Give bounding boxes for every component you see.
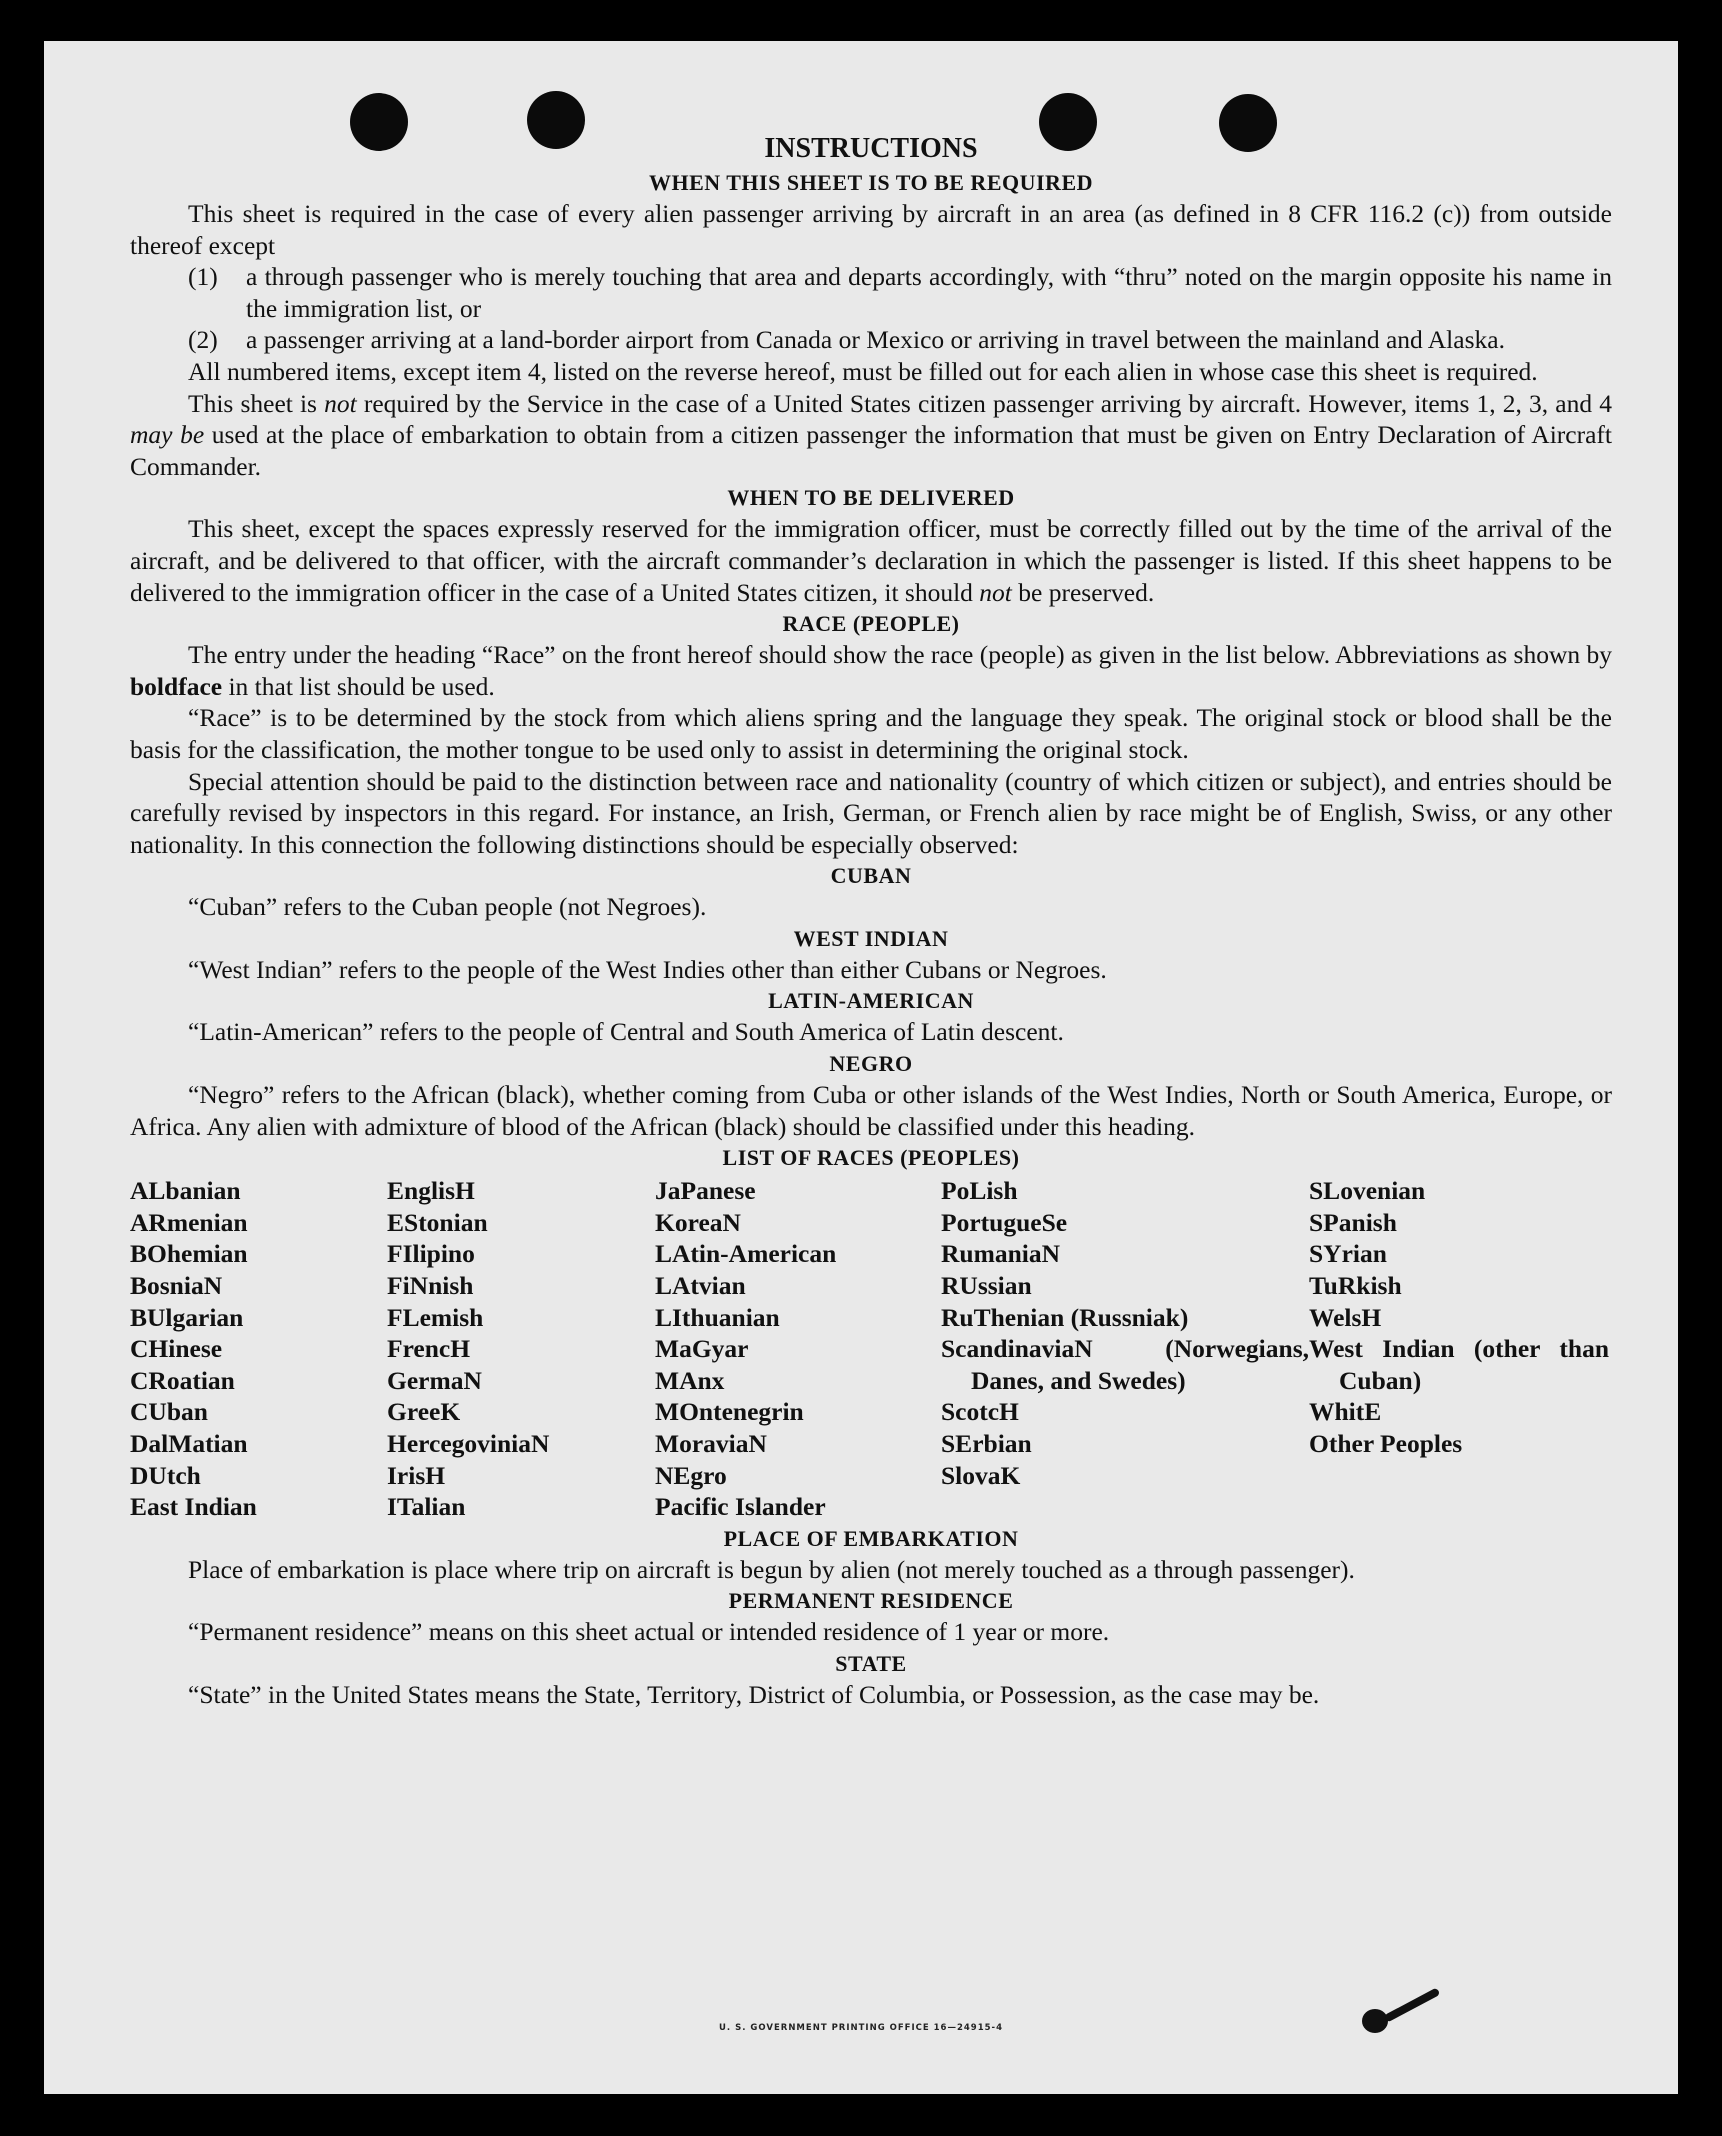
race-entry: MAnx (655, 1365, 725, 1395)
race-entry: DUtch (130, 1460, 201, 1490)
list-item (130, 261, 1612, 324)
race-entry: Pacific Islander (655, 1492, 826, 1522)
race-entry: SPanish (1309, 1207, 1397, 1237)
race-entry: DalMatian (130, 1429, 248, 1458)
race-entry: PoLish (941, 1176, 1018, 1206)
section-heading: WHEN TO BE DELIVERED (727, 485, 1015, 511)
race-entry: KoreaN (655, 1207, 741, 1237)
race-entry: RUssian (941, 1271, 1032, 1301)
races-column (655, 1175, 941, 1523)
race-entry: MaGyar (655, 1334, 749, 1364)
text-run: be preserved. (1011, 577, 1155, 607)
races-column (130, 1175, 387, 1523)
emphasis: may be (130, 420, 205, 450)
race-entry: CRoatian (130, 1365, 235, 1395)
paragraph: “State” in the United States means the State, Territory, District of Columbia, or Possession, as the case may be. (188, 1679, 1320, 1709)
list-item (130, 324, 1612, 356)
race-entry: EnglisH (387, 1176, 475, 1206)
race-entry: West Indian (other than Cuban) (1309, 1334, 1609, 1395)
paragraph: Special attention should be paid to the distinction between race and nationality (country of which citizen or subject), and entries should be carefully revised by inspectors in this regard. For instance, an Irish, German, or French alien by race might be of English, Swiss, or any other nationality. In this connection the following distinctions should be especially observed: (130, 766, 1612, 859)
race-entry: ALbanian (130, 1176, 241, 1206)
race-entry: GermaN (387, 1365, 482, 1395)
race-entry: TuRkish (1309, 1271, 1402, 1301)
race-entry: IrisH (387, 1460, 446, 1490)
emphasis: not (979, 577, 1012, 607)
paragraph: “Cuban” refers to the Cuban people (not Negroes). (188, 892, 707, 922)
race-entry: SYrian (1309, 1239, 1387, 1269)
item-text: a passenger arriving at a land-border airport from Canada or Mexico or arriving in travel between the mainland and Alaska. (246, 325, 1505, 355)
race-entry: GreeK (387, 1397, 461, 1427)
race-entry: HercegoviniaN (387, 1429, 550, 1458)
race-entry: CUban (130, 1397, 208, 1427)
race-entry: LAtvian (655, 1271, 746, 1301)
race-entry: BUlgarian (130, 1302, 244, 1332)
page-title: INSTRUCTIONS (764, 133, 978, 164)
instructions-body (130, 131, 1612, 1711)
race-entry: SErbian (941, 1429, 1032, 1458)
race-entry: ARmenian (130, 1207, 248, 1237)
race-entry: SLovenian (1309, 1176, 1426, 1206)
document-page (44, 41, 1678, 2094)
paragraph: “Latin-American” refers to the people of Central and South America of Latin descent. (188, 1017, 1064, 1047)
race-entry: ScandinaviaN (Norwegians, Danes, and Swedes) (941, 1334, 1309, 1395)
race-entry: WhitE (1309, 1397, 1382, 1427)
race-entry: FLemish (387, 1302, 484, 1332)
race-entry: JaPanese (655, 1176, 756, 1206)
race-entry: WelsH (1309, 1302, 1382, 1332)
text-run: used at the place of embarkation to obtain from a citizen passenger the information that must be given on Entry Declaration of Aircraft Commander. (130, 420, 1612, 481)
race-entry: RumaniaN (941, 1239, 1061, 1269)
section-heading: NEGRO (829, 1051, 913, 1077)
section-heading: CUBAN (830, 863, 912, 889)
text-run: required by the Service in the case of a United States citizen passenger arriving by aircraft. However, items 1, 2, 3, and 4 (356, 388, 1612, 418)
race-entry: FiNnish (387, 1271, 474, 1301)
race-entry: LIthuanian (655, 1302, 780, 1332)
paragraph: This sheet is required in the case of every alien passenger arriving by aircraft in an area (as defined in 8 CFR 116.2 (c)) from outside thereof except (130, 199, 1612, 260)
bold-text: boldface (130, 671, 223, 701)
section-heading: LATIN-AMERICAN (768, 988, 974, 1014)
paragraph (130, 639, 1612, 702)
text-run: in that list should be used. (222, 671, 495, 701)
paragraph: All numbered items, except item 4, listed on the reverse hereof, must be filled out for each alien in whose case this sheet is required. (188, 356, 1538, 386)
race-entry: PortugueSe (941, 1207, 1068, 1237)
race-entry: FrencH (387, 1334, 471, 1364)
paragraph: “West Indian” refers to the people of the West Indies other than either Cubans or Negroes. (188, 954, 1107, 984)
race-entry: FIlipino (387, 1239, 475, 1269)
ink-smudge (1384, 1987, 1441, 2022)
race-entry: EStonian (387, 1207, 488, 1237)
section-heading: WEST INDIAN (793, 925, 949, 951)
section-heading: LIST OF RACES (PEOPLES) (722, 1145, 1020, 1171)
emphasis: not (324, 388, 357, 418)
race-entry: MOntenegrin (655, 1397, 804, 1427)
text-run: The entry under the heading “Race” on the front hereof should show the race (people) as given in the list below. Abbreviations as shown by (188, 640, 1612, 670)
item-number: (2) (188, 325, 218, 355)
paragraph: Place of embarkation is place where trip on aircraft is begun by alien (not merely touched as a through passenger). (188, 1554, 1355, 1584)
text-run: This sheet is (188, 388, 325, 418)
item-text: a through passenger who is merely touching that area and departs accordingly, with “thru” noted on the margin opposite his name in the immigration list, or (246, 262, 1612, 323)
race-entry: Other Peoples (1309, 1429, 1463, 1458)
race-entry: East Indian (130, 1492, 257, 1522)
section-heading: PLACE OF EMBARKATION (723, 1525, 1019, 1551)
race-entry: RuThenian (Russniak) (941, 1302, 1189, 1332)
item-number: (1) (188, 262, 218, 292)
race-entry: SlovaK (941, 1460, 1021, 1490)
races-column (941, 1175, 1309, 1523)
section-heading: PERMANENT RESIDENCE (728, 1588, 1014, 1614)
section-heading: RACE (PEOPLE) (782, 611, 960, 637)
race-entry: BOhemian (130, 1239, 248, 1269)
race-entry: ITalian (387, 1492, 466, 1522)
paragraph: “Negro” refers to the African (black), whether coming from Cuba or other islands of the West Indies, North or South America, Europe, or Africa. Any alien with admixture of blood of the African (black) should be classified under this heading. (130, 1080, 1612, 1141)
section-heading: WHEN THIS SHEET IS TO BE REQUIRED (648, 170, 1094, 195)
paragraph (130, 513, 1612, 608)
paragraph: “Permanent residence” means on this sheet actual or intended residence of 1 year or more. (188, 1617, 1110, 1647)
races-column (1309, 1175, 1609, 1523)
race-entry: ScotcH (941, 1397, 1019, 1427)
race-entry: LAtin-American (655, 1239, 837, 1269)
race-entry: NEgro (655, 1460, 727, 1490)
races-list (130, 1175, 1612, 1523)
races-column (387, 1175, 655, 1523)
race-entry: CHinese (130, 1334, 223, 1364)
paragraph (130, 388, 1612, 483)
section-heading: STATE (835, 1650, 907, 1676)
race-entry: MoraviaN (655, 1429, 767, 1458)
paragraph: “Race” is to be determined by the stock from which aliens spring and the language they speak. The original stock or blood shall be the basis for the classification, the mother tongue to be used only to assist in determining the original stock. (130, 703, 1612, 764)
printer-imprint: U. S. GOVERNMENT PRINTING OFFICE 16—24915-4 (719, 2023, 1003, 2033)
text-run: This sheet, except the spaces expressly reserved for the immigration officer, must be correctly filled out by the time of the arrival of the aircraft, and be delivered to that officer, with the aircraft commander’s declaration in which the passenger is listed. If this sheet happens to be delivered to the immigration officer in the case of a United States citizen, it should (130, 514, 1612, 607)
race-entry: BosniaN (130, 1271, 223, 1301)
